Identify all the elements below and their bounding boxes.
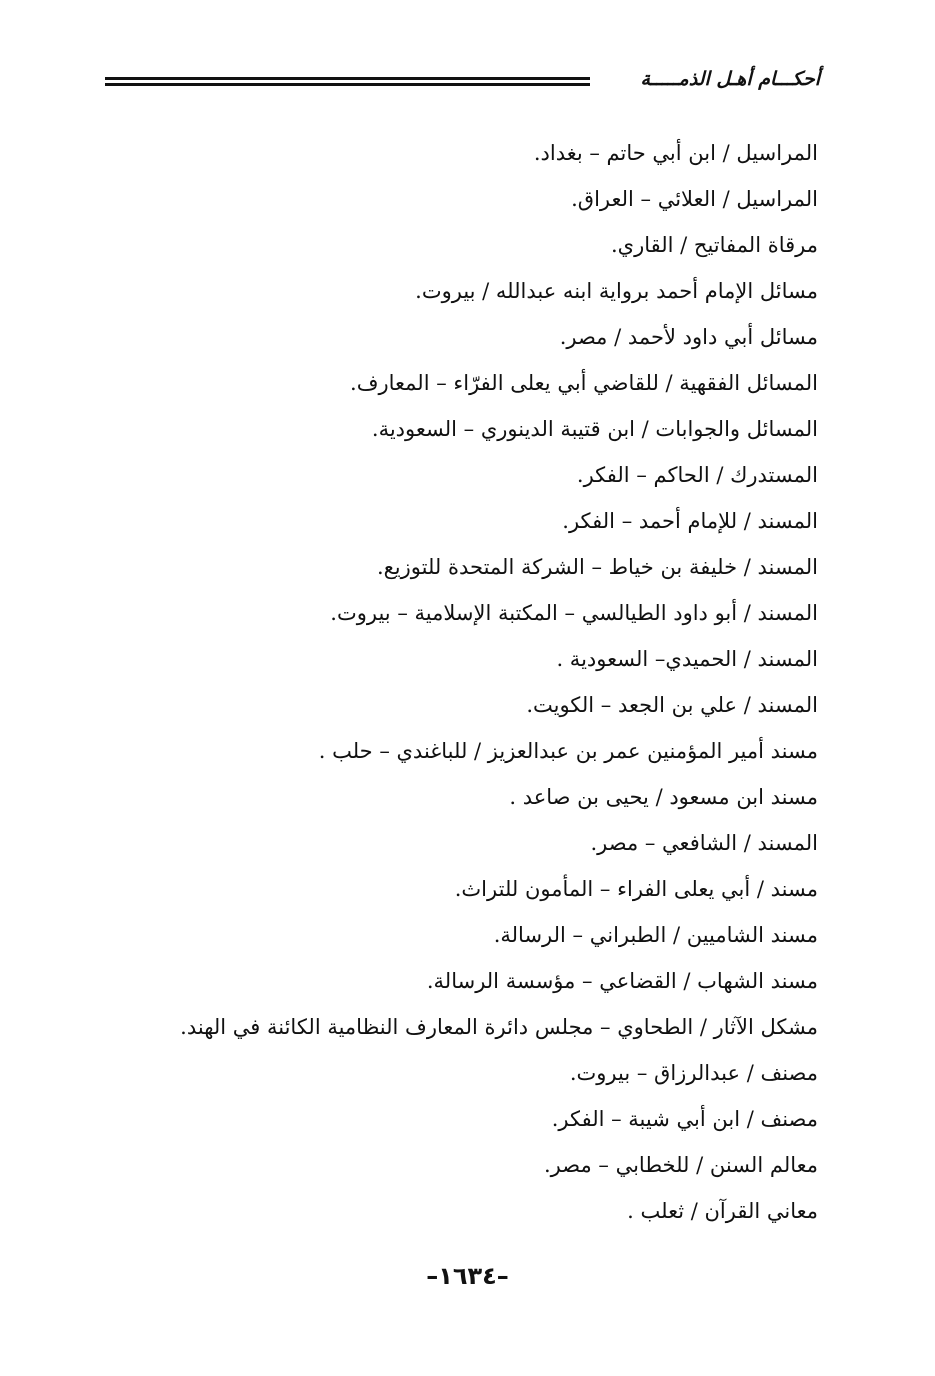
bibliography-entry: المسند / الشافعي – مصر. [590,831,818,855]
bibliography-entry: مسند / أبي يعلى الفراء – المأمون للتراث. [454,877,818,901]
header-double-rule [105,77,590,86]
bibliography-entry: مسند الشاميين / الطبراني – الرسالة. [493,923,818,947]
header-title: أحكـــام أهـل الذمـــــة [640,68,820,90]
bibliography-entry: مسند الشهاب / القضاعي – مؤسسة الرسالة. [426,969,818,993]
bibliography-entry: المراسيل / ابن أبي حاتم – بغداد. [533,141,818,165]
bibliography-entry: المستدرك / الحاكم – الفكر. [576,463,818,487]
bibliography-entry: مسائل الإمام أحمد برواية ابنه عبدالله / بيروت. [415,279,818,303]
bibliography-entry: مصنف / عبدالرزاق – بيروت. [569,1061,818,1085]
bibliography-entry: المسند / للإمام أحمد – الفكر. [562,509,818,533]
bibliography-entry: مسند أمير المؤمنين عمر بن عبدالعزيز / للباغندي – حلب . [318,739,818,763]
bibliography-entry: المسند / الحميدي– السعودية . [556,647,818,671]
bibliography-entry: مصنف / ابن أبي شيبة – الفكر. [551,1107,818,1131]
page-number: –١٦٣٤– [426,1262,509,1290]
bibliography-entry: مسند ابن مسعود / يحيى بن صاعد . [509,785,818,809]
bibliography-entry: المسائل الفقهية / للقاضي أبي يعلى الفرّاء – المعارف. [350,371,818,395]
bibliography-entry: مسائل أبي داود لأحمد / مصر. [559,325,818,349]
bibliography-entry: المسند / خليفة بن خياط – الشركة المتحدة للتوزيع. [376,555,818,579]
bibliography-entry: المراسيل / العلائي – العراق. [571,187,818,211]
bibliography-list [118,130,818,1234]
bibliography-entry: معالم السنن / للخطابي – مصر. [544,1153,818,1177]
bibliography-entry: المسند / أبو داود الطيالسي – المكتبة الإسلامية – بيروت. [330,601,818,625]
bibliography-entry: مشكل الآثار / الطحاوي – مجلس دائرة المعارف النظامية الكائنة في الهند. [180,1015,818,1039]
bibliography-entry: معاني القرآن / ثعلب . [627,1199,818,1223]
bibliography-entry: المسائل والجوابات / ابن قتيبة الدينوري – السعودية. [371,417,818,441]
bibliography-entry: مرقاة المفاتيح / القاري. [610,233,818,257]
bibliography-entry: المسند / علي بن الجعد – الكويت. [526,693,818,717]
running-header [105,60,820,100]
